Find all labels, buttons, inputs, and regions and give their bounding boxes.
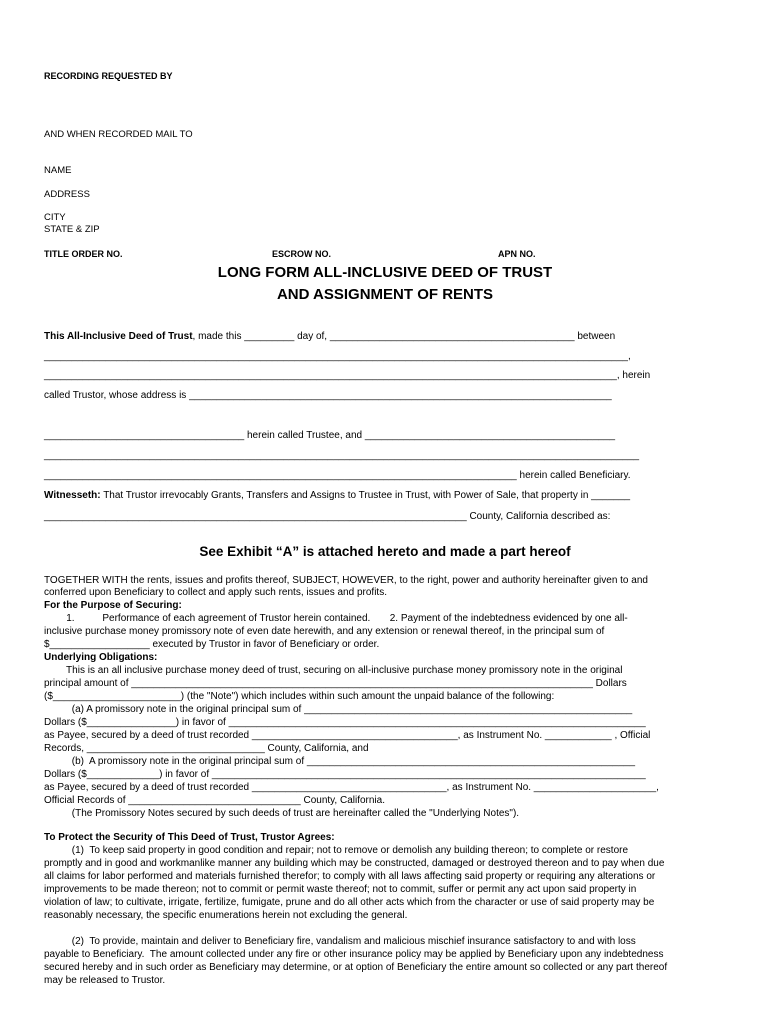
intro-rest: , made this _________ day of, ____________________________________________ between: [192, 331, 616, 342]
name-label: NAME: [44, 165, 72, 176]
party-blank-2: _______________________________________________________________________________________________________, herein: [44, 370, 651, 381]
note-b-line-2: Dollars ($_____________) in favor of ______________________________________________________________________________: [44, 769, 646, 780]
note-b-line-5: (The Promissory Notes secured by such deeds of trust are hereinafter called the "Underlying Notes").: [44, 808, 520, 819]
clause1-line-4: improvements to be made thereon; not to commit or permit waste thereof; not to commit, suffer or permit any act upon said property in: [44, 884, 637, 895]
intro-line: [44, 331, 726, 343]
purpose-heading: For the Purpose of Securing:: [44, 600, 182, 611]
trustor-address-line: called Trustor, whose address is ____________________________________________________________________________: [44, 390, 612, 401]
apn-label: APN NO.: [498, 249, 536, 259]
clause2-line-4: may be released to Trustor.: [44, 975, 166, 986]
protect-heading: To Protect the Security of This Deed of Trust, Trustor Agrees:: [44, 832, 335, 843]
clause1-line-5: violation of law; to cultivate, irrigate, fertilize, fumigate, prune and do all other acts which from the character or use of said property may be: [44, 897, 655, 908]
note-b-line-3: as Payee, secured by a deed of trust recorded ___________________________________, as Instrument No. ______________________,: [44, 782, 659, 793]
clause1-line-1: (1) To keep said property in good condition and repair; not to remove or demolish any building thereon; to complete or restore: [44, 845, 629, 856]
underlying-line-1: This is an all inclusive purchase money deed of trust, securing on all-inclusive purchase money promissory note in the original: [44, 665, 623, 676]
witnesseth-rest: That Trustor irrevocably Grants, Transfers and Assigns to Trustee in Trust, with Power of Sale, that property in _______: [100, 490, 631, 501]
county-line: ____________________________________________________________________________ County, California described as:: [44, 511, 611, 522]
together-line-1: TOGETHER WITH the rents, issues and profits thereof, SUBJECT, HOWEVER, to the right, power and authority hereinafter given to and: [44, 575, 648, 586]
note-b-line-1: (b) A promissory note in the original principal sum of ___________________________________________________________: [44, 756, 636, 767]
address-label: ADDRESS: [44, 189, 90, 200]
clause2-line-1: (2) To provide, maintain and deliver to Beneficiary fire, vandalism and malicious mischief insurance satisfactory to and with loss: [44, 936, 636, 947]
city-label: CITY: [44, 212, 66, 223]
document-title-line1: LONG FORM ALL-INCLUSIVE DEED OF TRUST: [217, 264, 553, 281]
note-a-line-1: (a) A promissory note in the original principal sum of ___________________________________________________________: [44, 704, 633, 715]
trustee-line: ____________________________________ herein called Trustee, and _____________________________________________: [44, 430, 616, 441]
party-blank-1: _________________________________________________________________________________________________________,: [44, 351, 631, 362]
note-a-line-4: Records, ________________________________ County, California, and: [44, 743, 369, 754]
clause1-line-2: promptly and in good and workmanlike manner any building which may be constructed, damaged or destroyed thereon and to pay when due: [44, 858, 665, 869]
underlying-line-3: ($_______________________) (the "Note") which includes within such amount the unpaid balance of the following:: [44, 691, 555, 702]
mail-to-label: AND WHEN RECORDED MAIL TO: [44, 129, 193, 140]
witnesseth-bold: Witnesseth:: [44, 490, 101, 501]
together-line-2: conferred upon Beneficiary to collect and apply such rents, issues and profits.: [44, 587, 387, 598]
state-zip-label: STATE & ZIP: [44, 224, 100, 235]
note-a-line-3: as Payee, secured by a deed of trust recorded _____________________________________, as Instrument No. ____________ , Official: [44, 730, 651, 741]
escrow-label: ESCROW NO.: [272, 249, 332, 259]
exhibit-statement: See Exhibit “A” is attached hereto and made a part hereof: [199, 544, 571, 559]
recording-requested-label: RECORDING REQUESTED BY: [44, 71, 173, 81]
clause2-line-3: secured hereby and in such order as Beneficiary may determine, or at option of Beneficiary the entire amount so collected or any part thereof: [44, 962, 668, 973]
underlying-line-2: principal amount of ___________________________________________________________________________________ Dollars: [44, 678, 627, 689]
clause2-line-2: payable to Beneficiary. The amount collected under any fire or other insurance policy may be applied by Beneficiary upon any indebtedness: [44, 949, 664, 960]
witnesseth-line: [44, 490, 726, 502]
party-blank-3: ___________________________________________________________________________________________________________: [44, 450, 640, 461]
beneficiary-line: _____________________________________________________________________________________ herein called Beneficiary.: [44, 470, 631, 481]
note-a-line-2: Dollars ($________________) in favor of ___________________________________________________________________________: [44, 717, 646, 728]
intro-bold: This All-Inclusive Deed of Trust: [44, 331, 193, 342]
purpose-line-1: 1. Performance of each agreement of Trustor herein contained. 2. Payment of the indebtedness evidenced by one all-: [44, 613, 628, 624]
underlying-heading: Underlying Obligations:: [44, 652, 158, 663]
note-b-line-4: Official Records of _______________________________ County, California.: [44, 795, 385, 806]
title-order-label: TITLE ORDER NO.: [44, 249, 123, 259]
purpose-line-2: inclusive purchase money promissory note of even date herewith, and any extension or renewal thereof, in the principal sum of: [44, 626, 605, 637]
document-title-line2: AND ASSIGNMENT OF RENTS: [276, 286, 494, 303]
clause1-line-6: reasonably necessary, the specific enumerations herein not excluding the general.: [44, 910, 408, 921]
clause1-line-3: all claims for labor performed and materials furnished therefor; to comply with all laws affecting said property or requiring any alterations or: [44, 871, 656, 882]
purpose-line-3: $__________________ executed by Trustor in favor of Beneficiary or order.: [44, 639, 380, 650]
